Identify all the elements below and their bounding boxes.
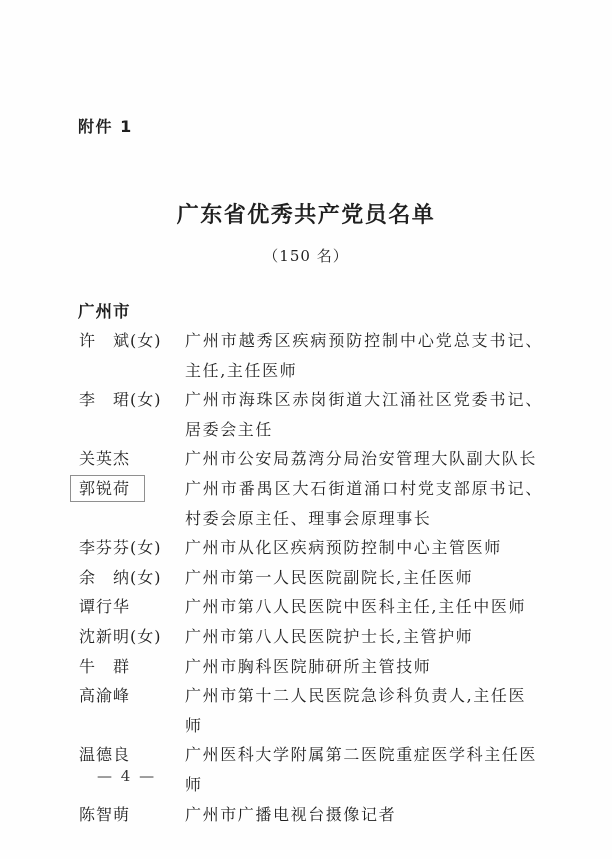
- member-position: [185, 800, 543, 830]
- member-name: 沈新明(女): [79, 626, 162, 646]
- document-title: 广东省优秀共产党员名单: [176, 202, 436, 228]
- member-position-line: 广州市海珠区赤岗街道大江涌社区党委书记、: [185, 390, 543, 410]
- member-position-line: 广州市第十二人民医院急诊科负责人,主任医师: [185, 686, 527, 735]
- member-position: [185, 681, 543, 740]
- member-row: [79, 474, 543, 533]
- member-name: 高渝峰: [79, 686, 131, 706]
- member-position-line: 广州市胸科医院肺研所主管技师: [185, 656, 432, 676]
- member-position-line: 广州市番禺区大石街道涌口村党支部原书记、: [185, 478, 543, 498]
- member-position: [185, 652, 543, 682]
- member-name: 牛 群: [79, 656, 131, 676]
- member-position-line: 主任,主任医师: [185, 360, 298, 380]
- member-position-line: 广州市从化区疾病预防控制中心主管医师: [185, 538, 502, 558]
- member-name: 李 珺(女): [79, 390, 162, 410]
- member-name: 温德良: [79, 745, 131, 765]
- member-position-line: 广州市公安局荔湾分局治安管理大队副大队长: [185, 449, 538, 469]
- member-row: [79, 800, 543, 830]
- member-name: 陈智萌: [79, 804, 131, 824]
- member-position-line: 广州市第一人民医院副院长,主任医师: [185, 567, 474, 587]
- member-row: [79, 385, 543, 444]
- member-row: [79, 326, 543, 385]
- member-row: [79, 622, 543, 652]
- member-position-line: 广州医科大学附属第二医院重症医学科主任医师: [185, 745, 538, 794]
- member-position-line: 广州市广播电视台摄像记者: [185, 804, 397, 824]
- member-row: [79, 563, 543, 593]
- member-count-label: （150 名）: [263, 247, 349, 265]
- deceased-name-box: 郭锐荷: [70, 475, 145, 502]
- member-row: [79, 592, 543, 622]
- member-position-line: 广州市越秀区疾病预防控制中心党总支书记、: [185, 331, 543, 350]
- member-position: [185, 474, 543, 533]
- member-row: [79, 681, 543, 740]
- member-row: [79, 444, 543, 474]
- member-position: [185, 592, 543, 622]
- section-heading-guangzhou: 广州市: [78, 302, 131, 321]
- member-name: 关英杰: [79, 449, 131, 469]
- member-name: 许 斌(女): [79, 331, 162, 350]
- page-number: — 4 —: [97, 767, 157, 785]
- member-row: [79, 652, 543, 682]
- member-name: [79, 474, 185, 504]
- member-position: [185, 444, 543, 474]
- member-position: [185, 622, 543, 652]
- member-position: [185, 740, 543, 799]
- member-position-line: 广州市第八人民医院护士长,主管护师: [185, 626, 474, 646]
- member-name: 李芬芬(女): [79, 538, 162, 558]
- member-position: [185, 326, 543, 385]
- member-list: [79, 326, 543, 829]
- member-position: [185, 563, 543, 593]
- member-position-line: 广州市第八人民医院中医科主任,主任中医师: [185, 597, 527, 617]
- member-position-line: 村委会原主任、理事会原理事长: [185, 508, 432, 528]
- member-position-line: 居委会主任: [185, 419, 274, 439]
- member-row: [79, 533, 543, 563]
- member-name: 谭行华: [79, 597, 131, 617]
- member-name: 余 纳(女): [79, 567, 162, 587]
- member-position: [185, 533, 543, 563]
- attachment-label: 附件 1: [78, 117, 133, 136]
- member-position: [185, 385, 543, 444]
